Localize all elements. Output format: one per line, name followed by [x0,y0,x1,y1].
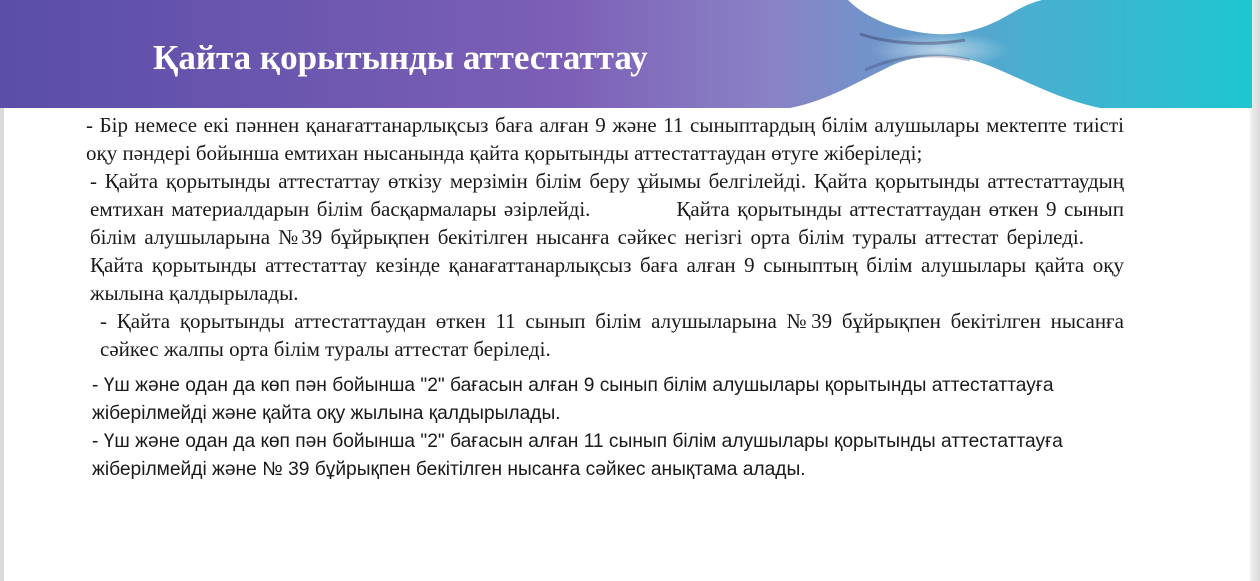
paragraph-grade9-retention: Қайта қорытынды аттестаттау кезінде қанағаттанарлықсыз баға алған 9 сыныптың білім алушылары қайта оқу жылына қалдырылады. [90,253,1124,305]
slide-title: Қайта қорытынды аттестаттау [153,38,648,77]
paragraph-schedule [86,167,1124,307]
paragraph-grade9-not-admitted: - Үш және одан да көп пән бойынша "2" бағасын алған 9 сынып білім алушылары қорытынды аттестаттауға жіберілмейді және қайта оқу жылына қалдырылады. [92,375,1054,424]
paragraph-exam-admission: - Бір немесе екі пәннен қанағаттанарлықсыз баға алған 9 және 11 сыныптардың білім алушылары мектепте тиісті оқу пәндері бойынша емтихан нысанында қайта қорытынды аттестаттаудан өтуге жіберіледі; [86,113,1124,165]
paragraph-schedule-text: - Қайта қорытынды аттестаттау өткізу мерзімін білім беру ұйымы белгілейді. Қайта қорытынды аттестаттаудың емтихан материалдарын білім басқармалары әзірлейді. [90,169,1124,221]
title-banner [0,0,1252,108]
paragraph-grade11-not-admitted: - Үш және одан да көп пән бойынша "2" бағасын алған 11 сынып білім алушылары қорытынды аттестаттауға жіберілмейді және № 39 бұйрықпен бекітілген нысанға сәйкес анықтама алады. [92,431,1063,480]
paragraph-grade9-certificate: Қайта қорытынды аттестаттаудан өткен 9 сынып білім алушыларына №39 бұйрықпен бекітілген нысанға сәйкес негізгі орта білім туралы аттестат беріледі. [90,197,1124,249]
paragraph-grade11-certificate: - Қайта қорытынды аттестаттаудан өткен 11 сынып білім алушыларына №39 бұйрықпен бекітілген нысанға сәйкес жалпы орта білім туралы аттестат беріледі. [100,309,1124,361]
slide-body [86,111,1124,484]
